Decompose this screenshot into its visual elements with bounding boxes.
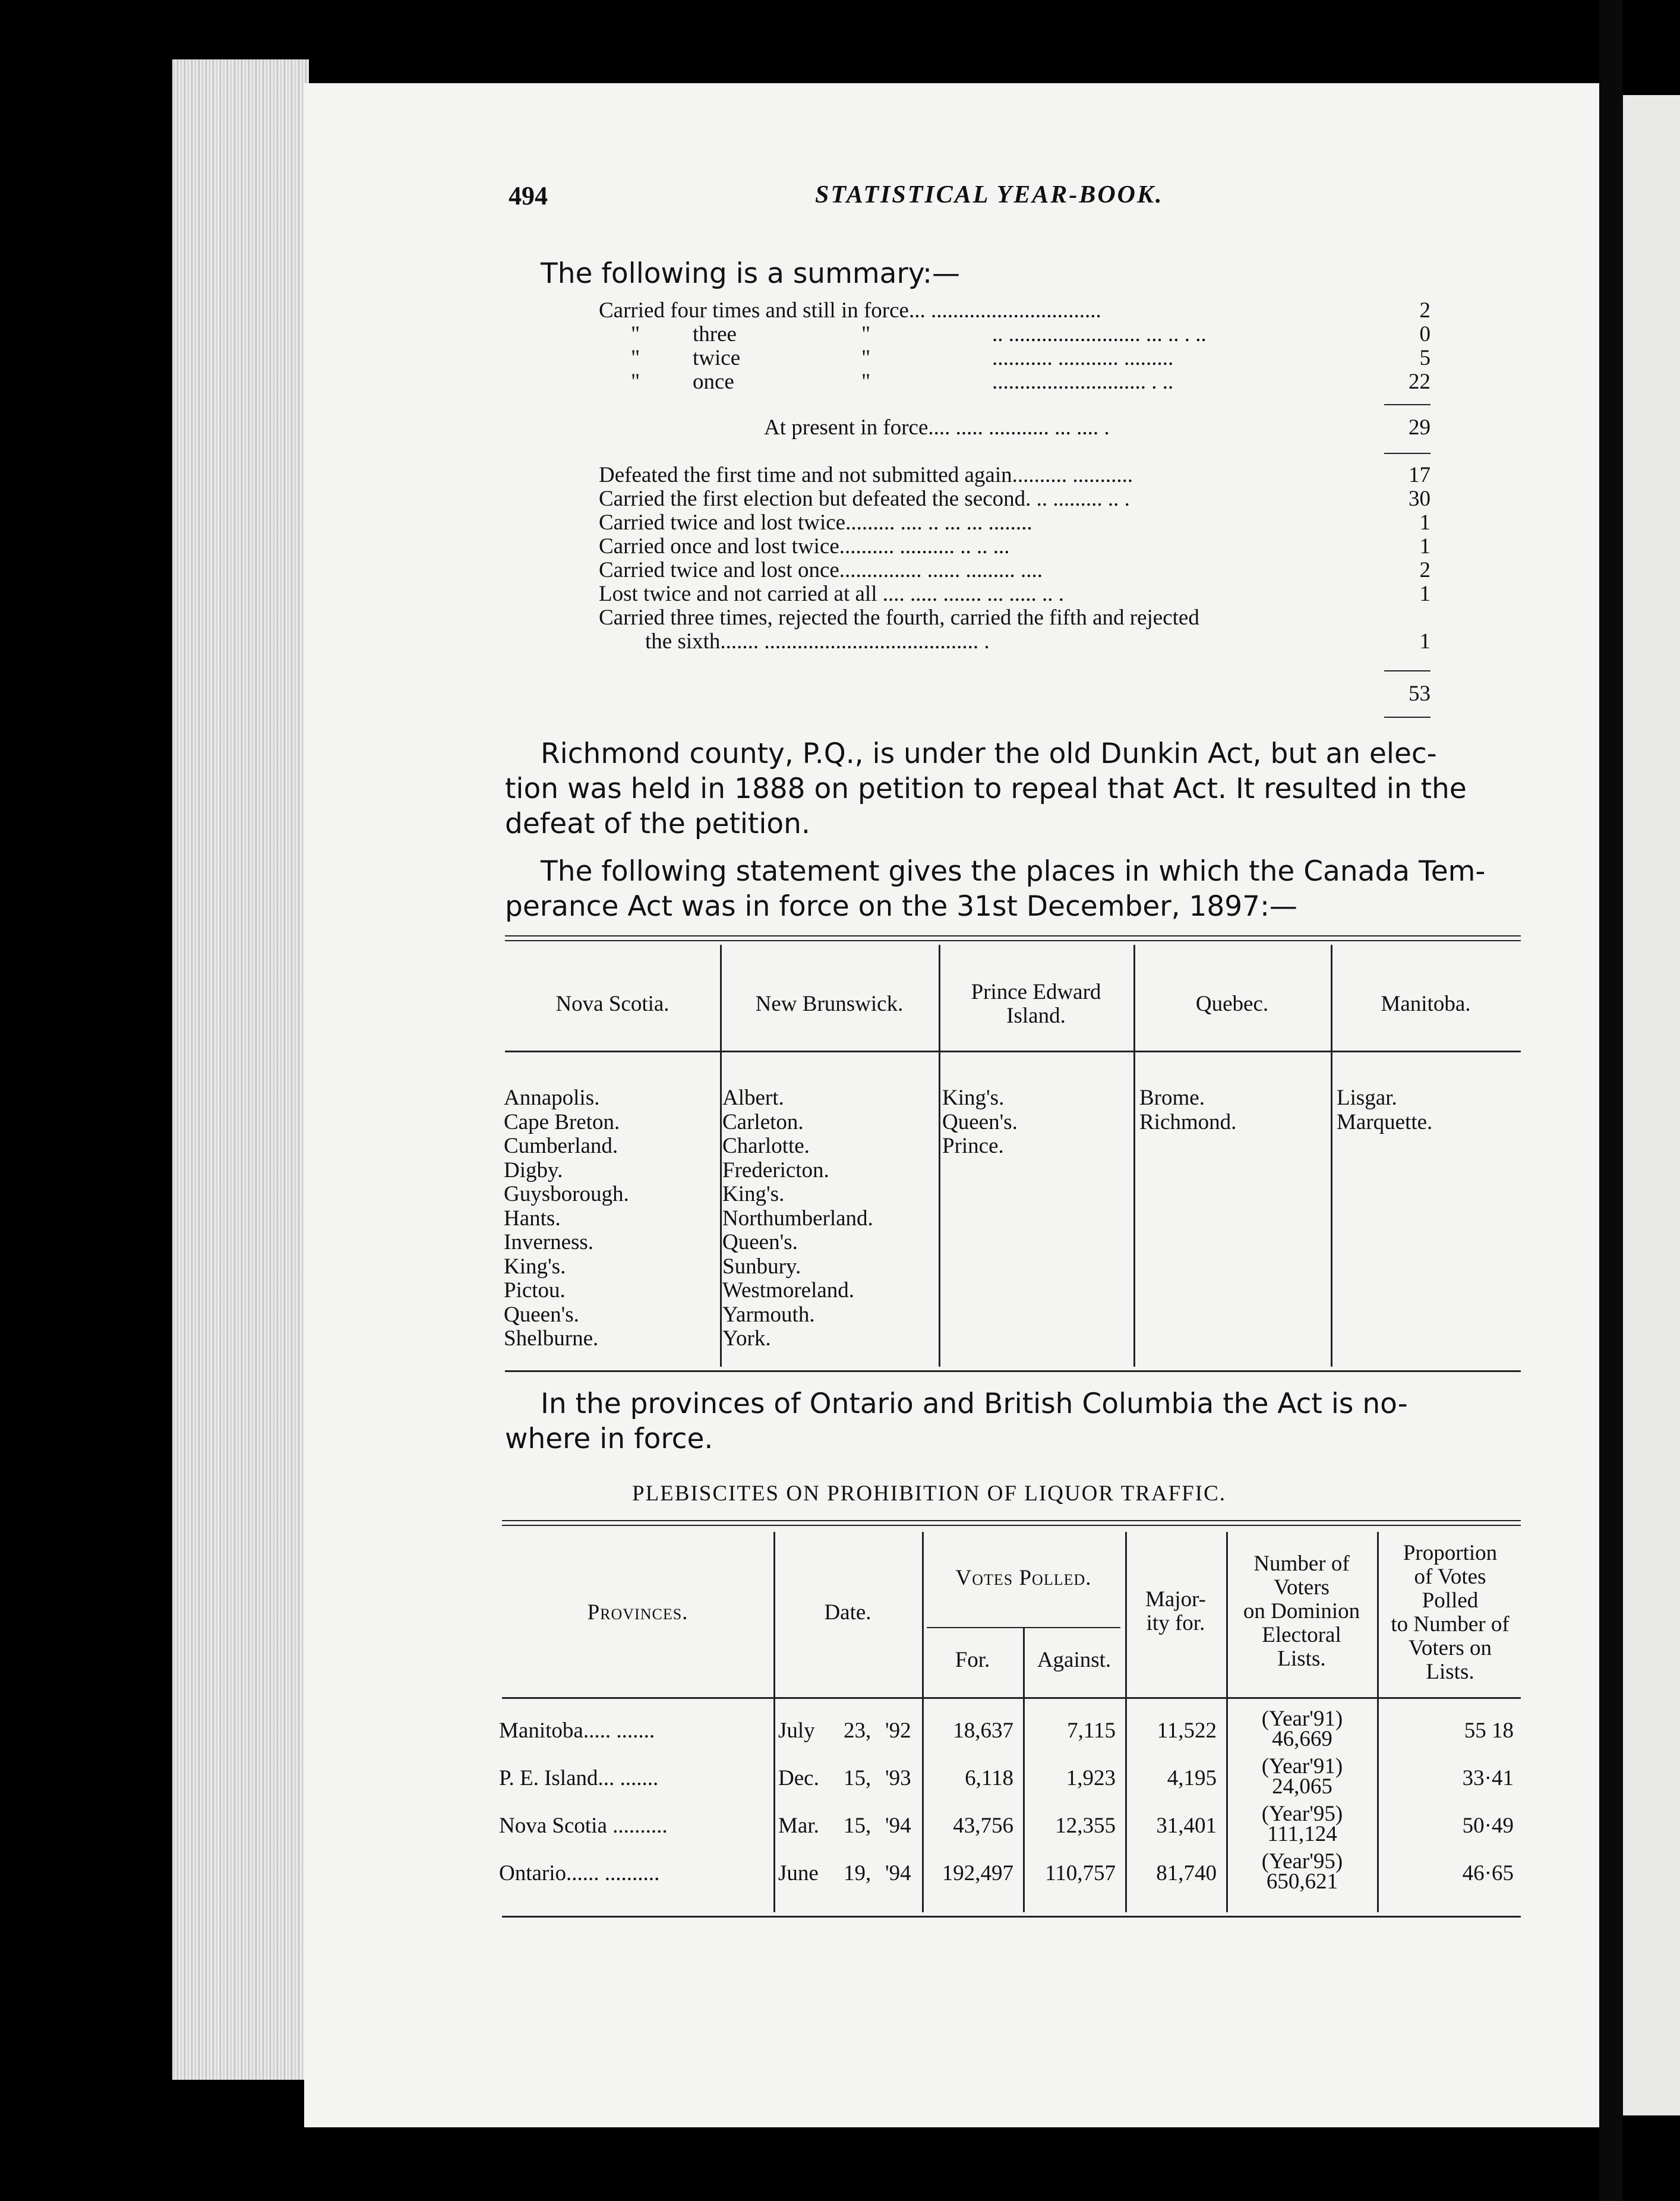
row-proportion: 55 18 [1464,1718,1514,1743]
row-month: July [778,1718,815,1743]
row-year: '94 [885,1861,911,1885]
row-year-note: (Year'91) [1261,1707,1343,1731]
row-voters: 24,065 [1272,1774,1332,1799]
row-day: 15, [844,1766,871,1790]
list-item: Brome. [1139,1086,1205,1110]
summary-value: 22 [1409,370,1430,394]
summary-label: once [693,370,734,394]
column-header: Major- [1145,1587,1206,1612]
list-item: Cape Breton. [504,1109,620,1134]
leader-dots: .. ........................ ... .. . .. [992,322,1207,346]
list-item: Carleton. [722,1109,804,1134]
summary-value: 2 [1419,298,1430,323]
row-majority: 4,195 [1167,1766,1217,1790]
column-header-proportion [1377,1541,1523,1684]
row-year-note: (Year'95) [1261,1802,1343,1826]
paragraph-line: where in force. [505,1423,713,1455]
summary-label: the sixth....... ....................................... . [645,629,990,654]
table-row [0,1754,1680,1815]
row-province: Nova Scotia .......... [499,1814,668,1838]
nova-scotia-list [504,1086,629,1351]
new-brunswick-list [722,1086,873,1351]
list-item: Fredericton. [722,1158,829,1183]
row-province: P. E. Island... ....... [499,1766,659,1790]
column-header: Prince Edward [971,980,1101,1004]
summary-label: Carried four times and still in force... ............................... [599,298,1101,323]
row-majority: 11,522 [1157,1718,1217,1743]
list-item: Lisgar. [1337,1086,1397,1110]
column-header: Nova Scotia. [555,992,670,1016]
list-item: Queen's. [504,1302,579,1327]
rule [1384,404,1430,405]
row-province: Manitoba..... ....... [499,1718,655,1743]
column-header: Provinces. [587,1600,689,1625]
list-item: Queen's. [942,1109,1018,1134]
row-day: 15, [844,1814,871,1838]
pei-list [942,1086,1018,1159]
header-line: Voters on [1408,1636,1492,1660]
table-bottom-rule [502,1916,1521,1918]
list-item: Pictou. [504,1278,566,1303]
list-item: Annapolis. [504,1086,600,1110]
rule [1384,453,1430,454]
row-majority: 31,401 [1156,1814,1217,1838]
ditto-mark: " [861,322,871,346]
header-line: on Dominion [1243,1599,1360,1623]
row-against: 1,923 [1066,1766,1116,1790]
column-header: For. [955,1648,990,1672]
list-item: Cumberland. [504,1134,618,1158]
ditto-mark: " [861,346,871,370]
row-day: 19, [844,1861,871,1885]
column-header: New Brunswick. [755,992,904,1016]
paragraph-line: defeat of the petition. [505,808,810,840]
header-line: Proportion [1403,1541,1498,1565]
row-month: June [778,1861,819,1885]
header-rule [502,1697,1521,1699]
list-item: York. [722,1326,771,1351]
paragraph-line: In the provinces of Ontario and British Columbia the Act is no- [541,1388,1408,1420]
table-row [0,1802,1680,1862]
ditto-mark: " [631,346,640,370]
summary-value: 1 [1419,534,1430,559]
summary-label: Lost twice and not carried at all .... ..... ....... ... ..... .. . [599,582,1064,606]
list-item: Albert. [722,1086,784,1110]
summary-value: 1 [1419,582,1430,606]
rule [927,1627,1120,1628]
header-rule [505,1051,1521,1052]
row-against: 12,355 [1055,1814,1116,1838]
running-title: STATISTICAL YEAR-BOOK. [815,181,1164,209]
summary-value: 0 [1419,322,1430,346]
row-month: Dec. [778,1766,819,1790]
row-proportion: 50·49 [1462,1814,1514,1838]
row-for: 18,637 [953,1718,1013,1743]
list-item: King's. [722,1182,785,1206]
summary-label: Carried twice and lost twice......... .... .. ... ... ........ [599,510,1032,535]
table-row [0,1707,1680,1767]
list-item: Northumberland. [722,1206,873,1231]
row-against: 110,757 [1045,1861,1116,1885]
row-proportion: 33·41 [1462,1766,1514,1790]
summary-label: Carried twice and lost once............... ...... ......... .... [599,558,1043,582]
summary-heading: The following is a summary:— [541,257,961,290]
row-for: 192,497 [942,1861,1013,1885]
column-header: Votes Polled. [955,1566,1092,1590]
row-for: 6,118 [965,1766,1013,1790]
row-province: Ontario...... .......... [499,1861,660,1885]
header-line: Voters [1274,1575,1330,1600]
paragraph-line: perance Act was in force on the 31st December, 1897:— [505,890,1297,923]
list-item: Prince. [942,1134,1004,1158]
summary-label: Carried three times, rejected the fourth, carried the fifth and rejected [599,606,1199,630]
list-item: Marquette. [1337,1109,1433,1134]
row-voters: 650,621 [1266,1869,1338,1894]
column-header: Island. [1006,1004,1066,1028]
list-item: King's. [942,1086,1005,1110]
row-year: '94 [885,1814,911,1838]
row-majority: 81,740 [1156,1861,1217,1885]
row-day: 23, [844,1718,871,1743]
table-bottom-rule [505,1370,1521,1372]
table-top-rule [505,935,1521,941]
summary-label: Defeated the first time and not submitted again.......... ........... [599,463,1133,487]
list-item: Inverness. [504,1230,594,1254]
summary-total: 53 [1409,682,1430,706]
row-year: '93 [885,1766,911,1790]
row-year-note: (Year'91) [1261,1754,1343,1779]
paragraph-line: Richmond county, P.Q., is under the old Dunkin Act, but an elec- [541,737,1437,770]
header-line: Number of [1253,1552,1350,1576]
page-number: 494 [509,181,548,210]
row-for: 43,756 [953,1814,1013,1838]
header-line: of Votes [1414,1565,1486,1589]
column-header: Date. [824,1600,871,1625]
row-voters: 111,124 [1267,1822,1337,1846]
ditto-mark: " [631,322,640,346]
column-header: Manitoba. [1381,992,1471,1016]
ditto-mark: " [861,370,871,394]
summary-value: 1 [1419,510,1430,535]
row-proportion: 46·65 [1462,1861,1514,1885]
header-line: Lists. [1426,1660,1474,1684]
quebec-list [1139,1086,1236,1134]
present-label: At present in force.... ..... ........... ... .... . [764,415,1110,440]
summary-value: 2 [1419,558,1430,582]
row-voters: 46,669 [1272,1727,1332,1751]
list-item: Guysborough. [504,1182,629,1206]
list-item: Shelburne. [504,1326,599,1351]
summary-value: 30 [1409,487,1430,511]
list-item: Charlotte. [722,1134,810,1158]
plebiscite-title: PLEBISCITES ON PROHIBITION OF LIQUOR TRAFFIC. [632,1481,1227,1506]
column-header: ity for. [1146,1611,1205,1635]
header-line: Polled [1422,1588,1479,1613]
summary-label: three [693,322,737,346]
rule [1384,717,1430,718]
table-top-rule [502,1520,1521,1526]
present-value: 29 [1409,415,1430,440]
row-month: Mar. [778,1814,819,1838]
list-item: King's. [504,1254,566,1279]
paragraph-line: tion was held in 1888 on petition to repeal that Act. It resulted in the [505,772,1467,805]
column-header: Against. [1037,1648,1111,1672]
list-item: Sunbury. [722,1254,801,1279]
header-line: to Number of [1391,1612,1510,1636]
list-item: Yarmouth. [722,1302,815,1327]
list-item: Queen's. [722,1230,798,1254]
list-item: Hants. [504,1206,561,1231]
column-header: Quebec. [1195,992,1269,1016]
ditto-mark: " [631,370,640,394]
leader-dots: ........... ........... ......... [992,346,1174,370]
paragraph-line: The following statement gives the places in which the Canada Tem- [541,855,1486,888]
table-row [0,1849,1680,1910]
summary-value: 17 [1409,463,1430,487]
row-year: '92 [885,1718,911,1743]
summary-label: Carried the first election but defeated the second. .. ......... .. . [599,487,1130,511]
rule [1384,670,1430,671]
column-header-voters [1226,1552,1377,1671]
header-line: Electoral [1262,1623,1341,1647]
summary-label: twice [693,346,741,370]
summary-label: Carried once and lost twice.......... .......... .. .. ... [599,534,1010,559]
summary-value: 5 [1419,346,1430,370]
header-line: Lists. [1277,1647,1326,1671]
list-item: Richmond. [1139,1109,1237,1134]
manitoba-list [1337,1086,1432,1134]
summary-value: 1 [1419,629,1430,654]
list-item: Westmoreland. [722,1278,855,1303]
row-against: 7,115 [1067,1718,1116,1743]
row-year-note: (Year'95) [1261,1849,1343,1874]
leader-dots: ............................ . .. [992,370,1174,394]
list-item: Digby. [504,1158,563,1183]
